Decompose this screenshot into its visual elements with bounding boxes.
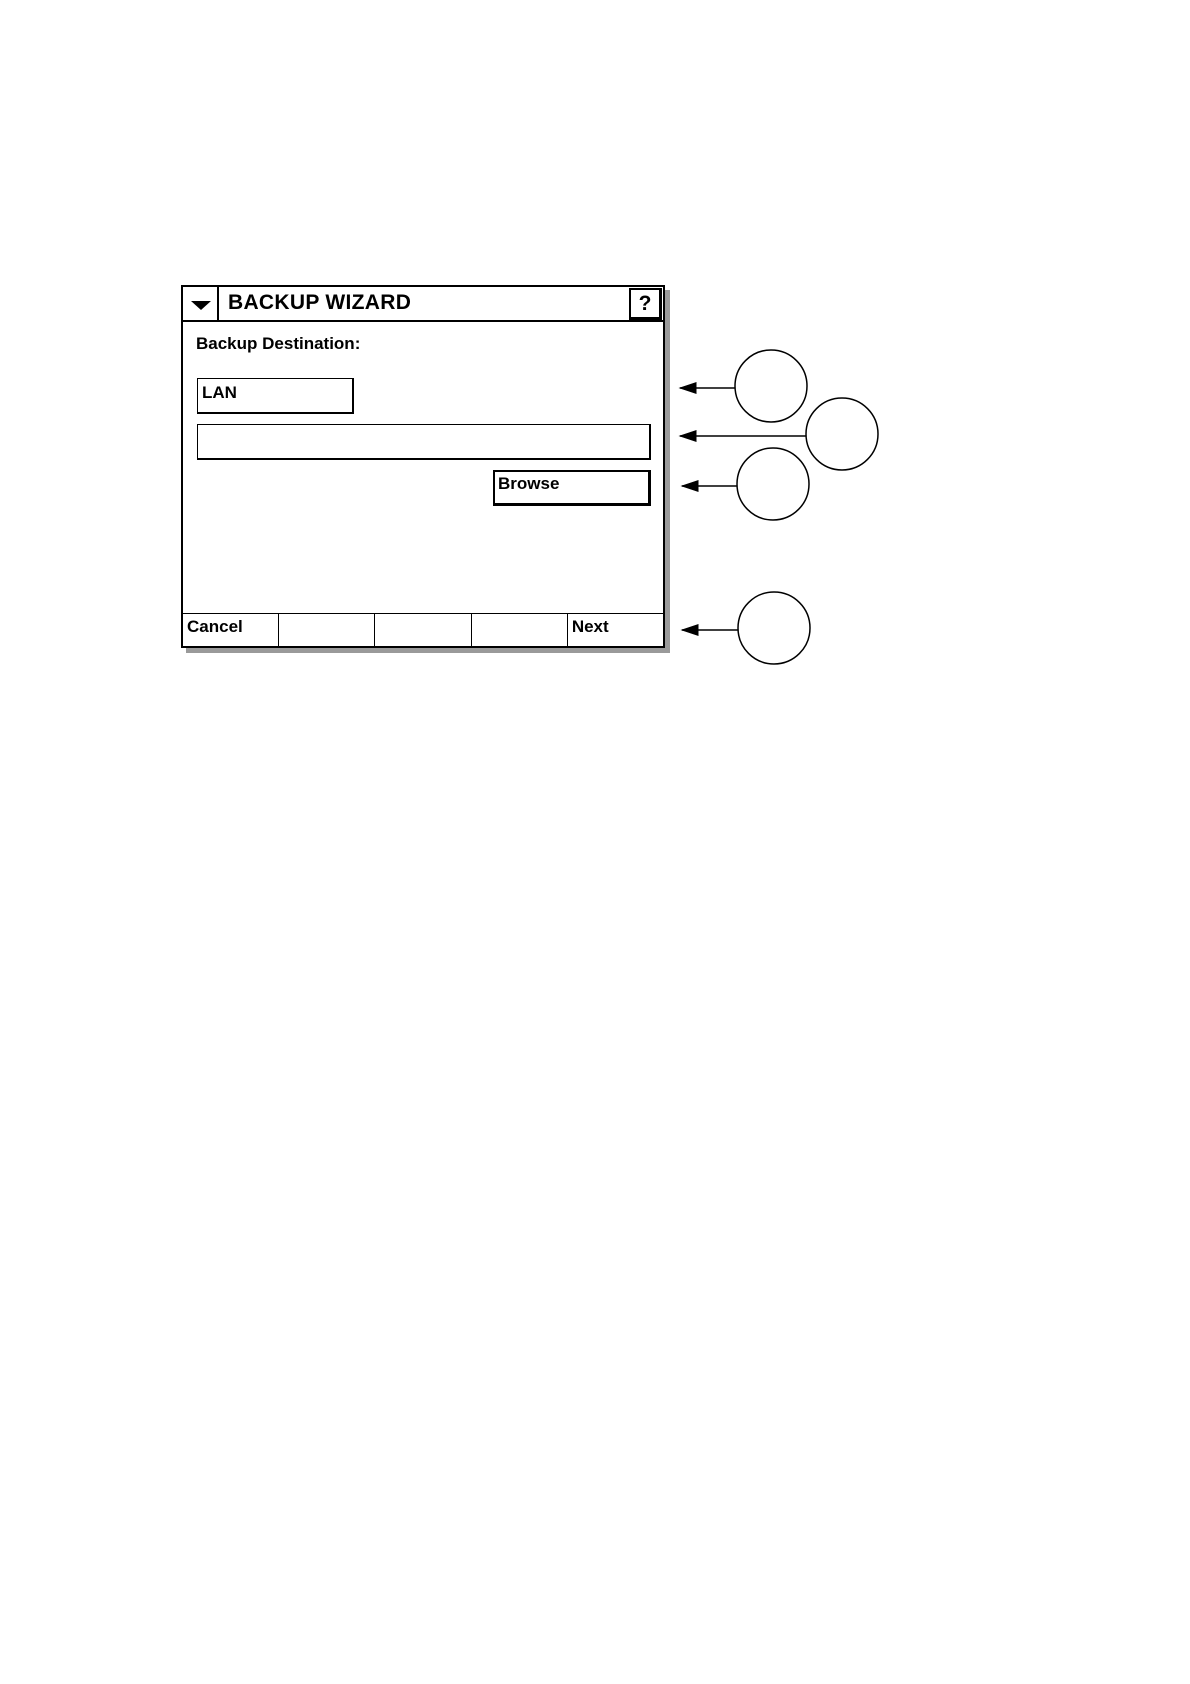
browse-button[interactable]: Browse xyxy=(493,470,651,506)
callout-4 xyxy=(682,592,810,664)
callout-3 xyxy=(682,448,809,520)
callout-1 xyxy=(680,350,807,422)
window-title: BACKUP WIZARD xyxy=(228,291,412,314)
next-softkey[interactable]: Next xyxy=(571,617,609,636)
destination-select[interactable]: LAN xyxy=(197,378,354,414)
help-button[interactable]: ? xyxy=(629,288,662,320)
callout-2 xyxy=(680,398,878,470)
destination-label: Backup Destination: xyxy=(196,334,361,353)
cancel-softkey[interactable]: Cancel xyxy=(183,614,279,646)
